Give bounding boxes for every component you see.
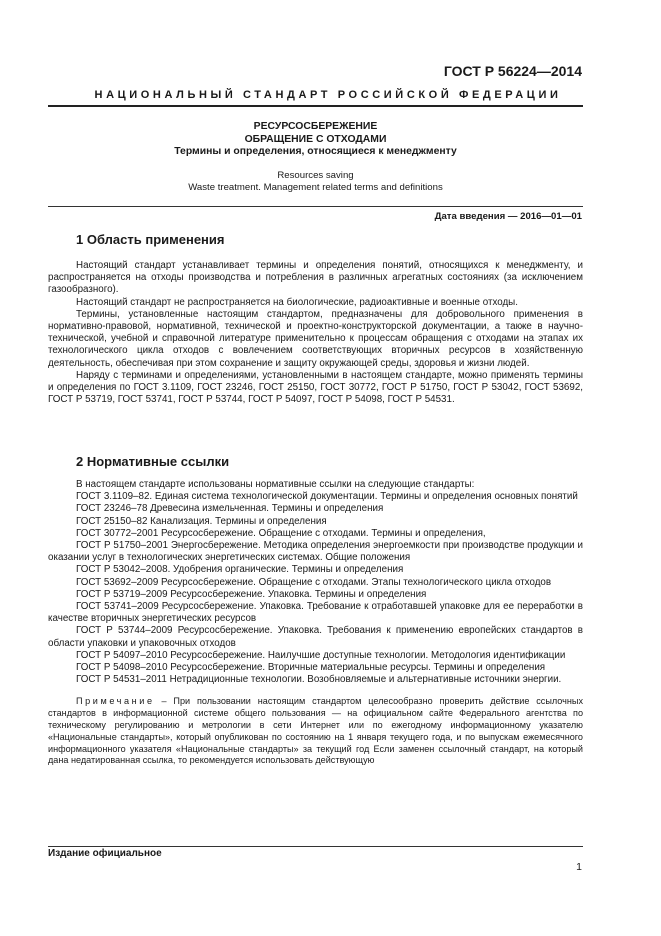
date-rule: [48, 206, 583, 207]
title-block: [48, 121, 583, 193]
standard-banner: НАЦИОНАЛЬНЫЙ СТАНДАРТ РОССИЙСКОЙ ФЕДЕРАЦИИ: [94, 89, 562, 101]
reference-item: ГОСТ Р 53744–2009 Ресурсосбережение. Упаковка. Требования к применению европейских стандартов в области упаковки и упаковочных отходов: [48, 625, 583, 649]
section-heading: 1 Область применения: [76, 232, 225, 247]
note: [48, 696, 583, 767]
footer-rule: [48, 846, 583, 847]
section-normative-references: [48, 454, 583, 767]
reference-item: ГОСТ Р 51750–2001 Энергосбережение. Методика определения энергоемкости при производстве продукции и оказании услуг в технологических энергетических системах. Общие положения: [48, 540, 583, 564]
reference-item: ГОСТ 23246–78 Древесина измельченная. Термины и определения: [76, 503, 384, 515]
page-number: 1: [576, 861, 582, 873]
title-line-3: Термины и определения, относящиеся к менеджменту: [174, 146, 457, 158]
reference-item: ГОСТ 3.1109–82. Единая система технологической документации. Термины и определения основных понятий: [76, 491, 578, 503]
paragraph: Наряду с терминами и определениями, установленными в настоящем стандарте, можно применять термины и определения по ГОСТ 3.1109, ГОСТ 23246, ГОСТ 25150, ГОСТ 30772, ГОСТ Р 51750, ГОСТ Р 53042, ГОСТ 53692, ГОСТ Р 53719, ГОСТ 53741, ГОСТ Р 53744, ГОСТ Р 54097, ГОСТ Р 54098, ГОСТ Р 54531.: [48, 369, 583, 406]
reference-item: ГОСТ Р 53719–2009 Ресурсосбережение. Упаковка. Термины и определения: [76, 588, 427, 600]
introduction-date: Дата введения — 2016—01—01: [434, 211, 582, 222]
note-label: Примечание: [76, 696, 155, 707]
paragraph: Настоящий стандарт не распространяется на биологические, радиоактивные и военные отходы.: [76, 296, 518, 308]
reference-item: ГОСТ 53692–2009 Ресурсосбережение. Обращение с отходами. Этапы технологического цикла отходов: [76, 576, 552, 588]
header-rule: [48, 105, 583, 107]
reference-item: ГОСТ Р 53042–2008. Удобрения органические. Термины и определения: [76, 564, 404, 576]
reference-item: ГОСТ 30772–2001 Ресурсосбережение. Обращение с отходами. Термины и определения,: [76, 527, 486, 539]
section-heading: 2 Нормативные ссылки: [76, 454, 230, 469]
document-number: ГОСТ Р 56224—2014: [443, 63, 582, 79]
title-line-2: ОБРАЩЕНИЕ С ОТХОДАМИ: [244, 133, 387, 145]
reference-item: ГОСТ Р 54098–2010 Ресурсосбережение. Вторичные материальные ресурсы. Термины и определения: [76, 662, 546, 674]
english-title-line-2: Waste treatment. Management related terms and definitions: [188, 181, 443, 193]
note-text: – При пользовании настоящим стандартом целесообразно проверить действие ссылочных стандартов в информационной системе общего пользования — на официальном сайте Федерального агентства по техническому регулированию и метрологии в сети Интернет или по ежегодному информационному указателю «Национальные стандарты», который опубликован по состоянию на 1 января текущего года, и по выпускам ежемесячного информационного указателя «Национальные стандарты» за текущий год Если заменен ссылочный стандарт, на который дана недатированная ссылка, то рекомендуется использовать действующую: [48, 696, 583, 766]
title-line-1: РЕСУРСОСБЕРЕЖЕНИЕ: [253, 121, 378, 132]
reference-item: ГОСТ 53741–2009 Ресурсосбережение. Упаковка. Требование к отработавшей упаковке для ее переработки в качестве вторичных энергетических ресурсов: [48, 601, 583, 625]
paragraph: В настоящем стандарте использованы нормативные ссылки на следующие стандарты:: [76, 479, 475, 490]
edition-label: Издание официальное: [48, 848, 162, 859]
english-title-line-1: Resources saving: [277, 169, 354, 181]
paragraph: Термины, установленные настоящим стандартом, предназначены для добровольного применения в нормативно-правовой, нормативной, технической и проектно-конструкторской документации, а также в научно-технической, учебной и справочной литературе применительно к процессам обращения с отходами на этапах их технологического цикла отходов с вовлечением соответствующих вторичных ресурсов в хозяйственную деятельность, обеспечивая при этом сохранение и защиту окружающей среды, здоровья и жизни людей.: [48, 308, 583, 369]
paragraph: Настоящий стандарт устанавливает термины и определения понятий, относящихся к менеджменту, и распространяется на отходы производства и потребления в различных агрегатных состояниях (за исключением газообразного).: [48, 260, 583, 296]
reference-item: ГОСТ Р 54097–2010 Ресурсосбережение. Наилучшие доступные технологии. Методология идентификации: [76, 649, 566, 661]
section-scope: [48, 232, 583, 406]
reference-item: ГОСТ 25150–82 Канализация. Термины и определения: [76, 515, 327, 527]
reference-item: ГОСТ Р 54531–2011 Нетрадиционные технологии. Возобновляемые и альтернативные источники энергии.: [76, 674, 562, 686]
